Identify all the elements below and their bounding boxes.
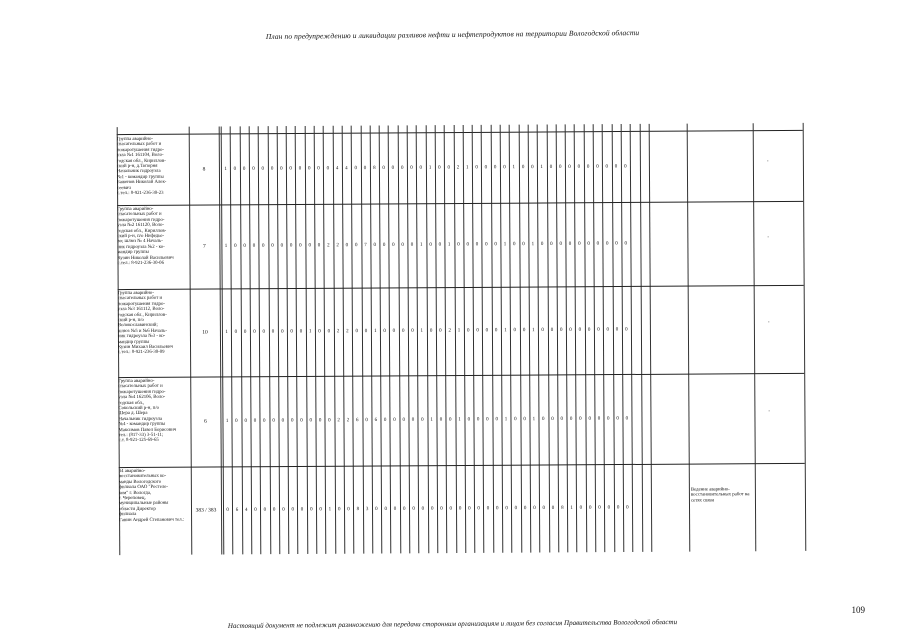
value-cell: 0 bbox=[597, 327, 600, 333]
value-cell: 1 bbox=[420, 242, 423, 248]
value-cell: 0 bbox=[326, 166, 330, 172]
value-cell: 0 bbox=[486, 417, 489, 423]
value-cell: 0 bbox=[244, 418, 247, 424]
value-cell: 0 bbox=[252, 243, 256, 249]
value-cell: 0 bbox=[282, 507, 285, 513]
value-cell: 1 bbox=[225, 329, 228, 335]
value-cell: 0 bbox=[579, 416, 582, 422]
table-row bbox=[119, 463, 806, 555]
value-cell: 0 bbox=[347, 507, 350, 513]
value-cell: 0 bbox=[401, 328, 405, 334]
value-cell: 8 bbox=[561, 505, 564, 511]
value-cell: 0 bbox=[476, 417, 480, 423]
value-cell: 0 bbox=[393, 417, 396, 423]
value-cell: 0 bbox=[373, 243, 377, 249]
row-values bbox=[223, 505, 632, 512]
value-cell: 0 bbox=[419, 165, 423, 171]
value-cell: 0 bbox=[447, 165, 450, 171]
value-cell: 0 bbox=[587, 241, 590, 247]
value-cell: 0 bbox=[615, 327, 619, 333]
value-cell: 0 bbox=[280, 166, 283, 172]
value-cell: 0 bbox=[541, 416, 545, 423]
value-cell: 0 bbox=[607, 416, 610, 422]
value-cell: 0 bbox=[252, 166, 255, 172]
value-cell: 1 bbox=[503, 242, 507, 248]
value-cell: 1 bbox=[532, 328, 535, 334]
value-cell: 0 bbox=[512, 242, 516, 248]
value-cell: 0 bbox=[429, 242, 432, 248]
value-cell: 0 bbox=[551, 416, 554, 422]
value-cell: 0 bbox=[495, 417, 498, 423]
value-cell: 0 bbox=[586, 164, 590, 170]
value-cell: 0 bbox=[551, 505, 555, 511]
value-cell: 0 bbox=[605, 241, 609, 247]
table-row bbox=[117, 131, 803, 206]
value-cell: 0 bbox=[484, 165, 488, 171]
value-cell: 1 bbox=[457, 328, 461, 334]
value-cell: 0 bbox=[531, 165, 534, 171]
value-cell: 0 bbox=[226, 507, 229, 513]
value-cell: 0 bbox=[309, 418, 313, 424]
value-cell: 0 bbox=[624, 164, 627, 170]
value-cell: 0 bbox=[457, 242, 460, 248]
value-cell: 0 bbox=[253, 418, 257, 424]
row-dash: - bbox=[768, 409, 771, 415]
org-name: 34 аварийно- восстановительных ко- манды Вологодского филиала ОАО "Ростеле- ком" г. Вологда, г. Череповец, муниципальные районы области Директор филиала Ганин Андрей Степанович тел.: bbox=[118, 468, 185, 523]
value-cell: 0 bbox=[494, 242, 497, 248]
value-cell: 0 bbox=[289, 166, 292, 172]
value-cell: 0 bbox=[533, 506, 536, 512]
value-cell: 0 bbox=[429, 328, 433, 334]
value-cell: 0 bbox=[596, 164, 599, 170]
value-cell: 0 bbox=[254, 507, 257, 513]
org-name: Группа аварийно- спасательных работ и пожаротушения гидро- узла №4 162106, Воло- годская обл., Сокольский р-н, п/о Шера д. Шера Начальник гидроузла №4 - командир группы Максимов Павел Борисович тел.: (817-33) 3-51-11; с.т. 8-921-125-69-65 bbox=[118, 378, 177, 444]
value-cell: 1 bbox=[512, 165, 516, 171]
value-cell: 0 bbox=[587, 327, 591, 333]
value-cell: 8 bbox=[356, 507, 360, 513]
value-cell: 1 bbox=[328, 507, 332, 513]
value-cell: 1 bbox=[504, 328, 507, 334]
value-cell: 0 bbox=[403, 506, 406, 512]
value-cell: 2 bbox=[346, 329, 349, 335]
value-cell: 0 bbox=[494, 328, 498, 334]
value-cell: 0 bbox=[486, 506, 490, 512]
row-dash: - bbox=[767, 234, 770, 240]
value-cell: 0 bbox=[319, 507, 322, 513]
value-cell: 0 bbox=[243, 243, 246, 249]
value-cell: 0 bbox=[505, 506, 508, 512]
value-cell: 0 bbox=[597, 416, 601, 422]
value-cell: 0 bbox=[401, 242, 404, 248]
value-cell: 0 bbox=[281, 418, 285, 424]
value-cell: 1 bbox=[224, 166, 227, 172]
value-cell: 0 bbox=[327, 329, 331, 335]
value-cell: 0 bbox=[392, 328, 396, 334]
value-cell: 2 bbox=[336, 329, 340, 335]
value-cell: 0 bbox=[468, 506, 471, 512]
value-cell: 0 bbox=[559, 327, 563, 333]
footer-note: Настоящий документ не подлежит размножению для передачи сторонним организациям и лицам без согласия Правительства Вологодской области bbox=[227, 618, 678, 630]
value-cell: 0 bbox=[588, 505, 592, 511]
value-cell: 0 bbox=[299, 243, 302, 249]
value-cell: 3 bbox=[365, 507, 369, 513]
value-cell: 1 bbox=[420, 328, 424, 334]
row-values bbox=[221, 241, 630, 248]
value-cell: 0 bbox=[412, 506, 415, 512]
value-cell: 7 bbox=[364, 243, 367, 249]
value-cell: 0 bbox=[522, 242, 525, 248]
value-cell: 0 bbox=[235, 418, 238, 424]
value-cell: 0 bbox=[384, 506, 387, 512]
value-cell: 2 bbox=[337, 418, 340, 424]
value-cell: 0 bbox=[317, 243, 321, 249]
value-cell: 0 bbox=[355, 329, 358, 335]
value-cell: 0 bbox=[307, 166, 311, 172]
value-cell: 0 bbox=[318, 329, 321, 335]
value-cell: 0 bbox=[363, 166, 367, 172]
staff-count: 8 bbox=[202, 166, 206, 173]
value-cell: 1 bbox=[531, 242, 535, 248]
page-title: План по предупреждению и ликвидации разливов нефти и нефтепродуктов на территории Вологодской области bbox=[265, 28, 640, 41]
value-cell: 1 bbox=[570, 505, 573, 511]
org-name: Группа аварийно- спасательных работ и пожаротушения гидро- узла №2 161120, Воло- годская обл., Кириллов- ский р-н, п/о Нифедье- во; шлюз № 4 Началь- ник гидроузла №2 - ко- мандир группы Кузин Николай Васильевич с.тел.: 8-921-236-30-06 bbox=[117, 206, 174, 267]
value-cell: 0 bbox=[549, 164, 553, 170]
value-cell: 0 bbox=[383, 328, 386, 334]
value-cell: 0 bbox=[317, 166, 320, 172]
value-cell: 0 bbox=[410, 165, 413, 171]
value-cell: 0 bbox=[467, 328, 470, 334]
value-cell: 0 bbox=[242, 166, 246, 172]
value-cell: 0 bbox=[281, 329, 284, 335]
value-cell: 0 bbox=[391, 165, 395, 171]
value-cell: 0 bbox=[233, 166, 237, 172]
value-cell: 0 bbox=[308, 243, 311, 249]
value-cell: 0 bbox=[615, 241, 618, 247]
value-cell: 0 bbox=[234, 329, 238, 335]
value-cell: 0 bbox=[337, 507, 341, 513]
value-cell: 1 bbox=[466, 165, 469, 171]
value-cell: 6 bbox=[235, 507, 239, 513]
value-cell: 0 bbox=[467, 417, 471, 423]
value-cell: 0 bbox=[300, 418, 303, 424]
value-cell: 0 bbox=[430, 506, 434, 512]
value-cell: 0 bbox=[624, 241, 628, 247]
value-cell: 0 bbox=[493, 165, 497, 171]
value-cell: 0 bbox=[263, 418, 266, 424]
staff-count: 6 bbox=[204, 418, 207, 425]
value-cell: 1 bbox=[374, 329, 377, 335]
value-cell: 0 bbox=[400, 165, 404, 171]
value-cell: 0 bbox=[625, 416, 629, 422]
value-cell: 0 bbox=[616, 505, 620, 511]
value-cell: 1 bbox=[458, 417, 461, 423]
value-cell: 0 bbox=[272, 418, 275, 424]
value-cell: 0 bbox=[439, 328, 442, 334]
value-cell: 1 bbox=[428, 165, 432, 171]
value-cell: 0 bbox=[234, 243, 237, 249]
value-cell: 0 bbox=[568, 241, 572, 247]
value-cell: 6 bbox=[374, 418, 378, 424]
value-cell: 0 bbox=[261, 166, 265, 172]
value-cell: 0 bbox=[514, 506, 518, 512]
value-cell: 0 bbox=[318, 418, 322, 424]
value-cell: 8 bbox=[373, 166, 376, 172]
value-cell: 0 bbox=[558, 164, 562, 170]
value-cell: 1 bbox=[540, 164, 543, 171]
value-cell: 0 bbox=[598, 505, 601, 511]
value-cell: 1 bbox=[532, 417, 536, 423]
value-cell: 0 bbox=[550, 327, 554, 333]
value-cell: 0 bbox=[449, 506, 453, 512]
value-cell: 0 bbox=[438, 165, 441, 171]
value-cell: 0 bbox=[475, 242, 479, 248]
value-cell: 0 bbox=[569, 327, 572, 333]
value-cell: 0 bbox=[365, 418, 368, 424]
staff-count: 7 bbox=[203, 243, 206, 250]
value-cell: 0 bbox=[541, 327, 544, 334]
value-cell: 0 bbox=[310, 507, 313, 513]
value-cell: 0 bbox=[606, 327, 610, 333]
value-cell: 0 bbox=[439, 417, 443, 423]
value-cell: 0 bbox=[262, 329, 266, 335]
value-cell: 0 bbox=[596, 241, 600, 247]
value-cell: 0 bbox=[614, 164, 618, 170]
staff-count: 10 bbox=[202, 329, 208, 336]
value-cell: 0 bbox=[625, 327, 628, 333]
value-cell: 1 bbox=[447, 242, 451, 248]
value-cell: 0 bbox=[485, 328, 489, 334]
value-cell: 0 bbox=[300, 507, 304, 513]
row-dash: - bbox=[767, 320, 770, 326]
value-cell: 0 bbox=[364, 329, 368, 335]
value-cell: 1 bbox=[224, 243, 228, 249]
value-cell: 0 bbox=[550, 241, 553, 247]
value-cell: 1 bbox=[308, 329, 312, 335]
value-cell: 0 bbox=[383, 417, 387, 423]
value-cell: 0 bbox=[513, 328, 517, 334]
value-cell: 0 bbox=[605, 164, 609, 170]
value-cell: 0 bbox=[440, 506, 443, 512]
value-cell: 0 bbox=[579, 505, 583, 511]
value-cell: 0 bbox=[588, 416, 591, 422]
page-number: 109 bbox=[851, 605, 865, 615]
value-cell: 0 bbox=[261, 243, 265, 249]
value-cell: 0 bbox=[290, 418, 294, 424]
value-cell: 0 bbox=[290, 329, 293, 335]
value-cell: 2 bbox=[346, 418, 350, 424]
value-cell: 0 bbox=[578, 241, 581, 247]
value-cell: 2 bbox=[448, 328, 451, 334]
value-cell: 0 bbox=[503, 165, 506, 171]
value-cell: 0 bbox=[298, 166, 302, 172]
value-cell: 0 bbox=[448, 417, 452, 423]
value-cell: 0 bbox=[626, 505, 629, 511]
value-cell: 0 bbox=[421, 417, 424, 423]
row-values bbox=[221, 164, 630, 171]
value-cell: 0 bbox=[354, 166, 357, 172]
value-cell: 0 bbox=[514, 417, 517, 423]
value-cell: 1 bbox=[225, 418, 229, 424]
value-cell: 0 bbox=[569, 416, 573, 422]
row-dash: - bbox=[766, 159, 769, 165]
value-cell: 0 bbox=[272, 507, 276, 513]
value-cell: 1 bbox=[430, 417, 433, 423]
value-cell: 0 bbox=[523, 506, 527, 512]
value-cell: 0 bbox=[485, 242, 488, 248]
value-cell: 0 bbox=[253, 329, 256, 335]
value-cell: 0 bbox=[271, 243, 274, 249]
value-cell: 0 bbox=[495, 506, 499, 512]
value-cell: 2 bbox=[336, 243, 339, 249]
value-cell: 0 bbox=[382, 165, 385, 171]
staff-count: 383 / 383 bbox=[195, 507, 217, 514]
value-cell: 0 bbox=[280, 243, 284, 249]
value-cell: 2 bbox=[456, 165, 460, 171]
value-cell: 0 bbox=[521, 165, 525, 171]
value-cell: 0 bbox=[477, 506, 480, 512]
value-cell: 0 bbox=[271, 329, 275, 335]
value-cell: 0 bbox=[243, 329, 247, 335]
value-cell: 0 bbox=[289, 243, 293, 249]
value-cell: 0 bbox=[402, 417, 406, 423]
value-cell: 0 bbox=[392, 242, 395, 248]
value-cell: 0 bbox=[328, 418, 331, 424]
value-cell: 0 bbox=[607, 505, 611, 511]
table-row bbox=[118, 285, 805, 378]
value-cell: 0 bbox=[578, 327, 582, 333]
value-cell: 2 bbox=[327, 243, 330, 249]
value-cell: 0 bbox=[466, 242, 470, 248]
value-cell: 0 bbox=[476, 328, 479, 334]
value-cell: 0 bbox=[421, 506, 425, 512]
value-cell: 0 bbox=[523, 417, 526, 423]
value-cell: 6 bbox=[356, 418, 359, 424]
value-cell: 0 bbox=[522, 328, 526, 334]
row-note: Ведение аварийно-восстановительных работ на сетях связи bbox=[690, 487, 750, 504]
row-values bbox=[222, 327, 631, 334]
value-cell: 0 bbox=[577, 164, 581, 170]
value-cell: 0 bbox=[458, 506, 462, 512]
value-cell: 0 bbox=[411, 417, 415, 423]
value-cell: 0 bbox=[438, 242, 442, 248]
value-cell: 4 bbox=[345, 166, 348, 172]
value-cell: 0 bbox=[393, 506, 397, 512]
value-cell: 0 bbox=[375, 507, 378, 513]
value-cell: 0 bbox=[354, 243, 358, 249]
table-row bbox=[117, 201, 804, 290]
value-cell: 1 bbox=[504, 417, 508, 423]
resources-table bbox=[117, 131, 806, 555]
value-cell: 0 bbox=[540, 241, 544, 248]
value-cell: 0 bbox=[568, 164, 571, 170]
row-values bbox=[222, 416, 631, 423]
value-cell: 0 bbox=[270, 166, 274, 172]
value-cell: 0 bbox=[411, 328, 414, 334]
value-cell: 4 bbox=[335, 166, 339, 172]
value-cell: 0 bbox=[299, 329, 303, 335]
value-cell: 0 bbox=[475, 165, 478, 171]
table-row bbox=[118, 373, 805, 468]
org-name: Группа аварийно- спасательных работ и пожаротушения гидро- узла №3 161112, Воло- годская обл., Кириллов- ский р-н, п/о Волокославинский; шлюз №5 и №6 Началь- ник гидроузла №3 - ко- мандир группы Кузин Михаил Васильевич с.тел.: 8-921-236-30-09 bbox=[117, 290, 173, 356]
value-cell: 0 bbox=[560, 416, 564, 422]
value-cell: 4 bbox=[244, 507, 248, 513]
value-cell: 0 bbox=[410, 242, 414, 248]
value-cell: 0 bbox=[559, 241, 562, 247]
value-cell: 0 bbox=[291, 507, 295, 513]
org-name: Группа аварийно- спасательных работ и пожаротушения гидро- узла №1 161104, Воло- годская обл., Кириллов- ский р-н, д.Топорня Начальник гидроузла №1 - командир группы Баженов Николай Алек- сеевич с.тел.: 8-921-236-30-23 bbox=[116, 136, 167, 197]
value-cell: 0 bbox=[263, 507, 267, 513]
value-cell: 0 bbox=[616, 416, 619, 422]
value-cell: 0 bbox=[382, 242, 386, 248]
value-cell: 0 bbox=[345, 243, 349, 249]
value-cell: 0 bbox=[542, 505, 546, 512]
